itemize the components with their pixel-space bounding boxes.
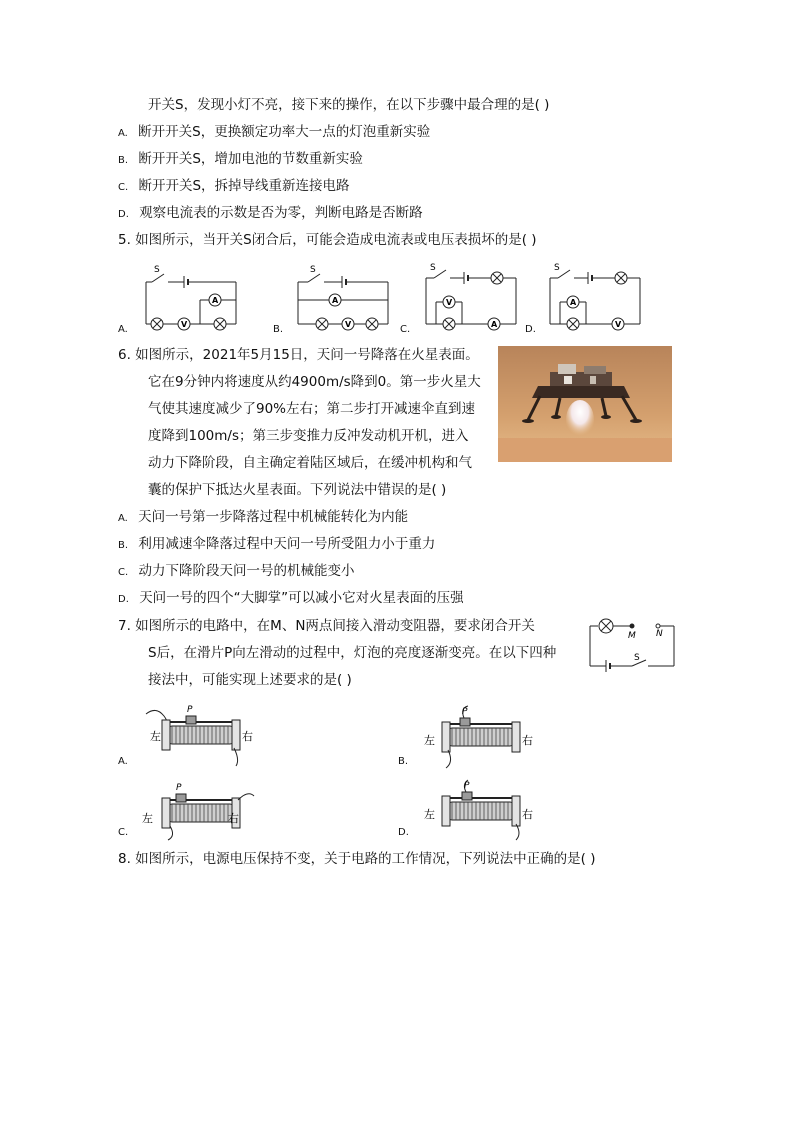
q7-line-2: S后，在滑片P向左滑动的过程中，灯泡的亮度逐渐变亮。在以下四种 [148, 645, 557, 661]
slider-label: P [176, 783, 182, 793]
q7-letter-d: D. [398, 827, 409, 838]
q6-line-6: 囊的保护下抵达火星表面。下列说法中错误的是( ) [148, 482, 447, 498]
q7-letter-a: A. [118, 756, 128, 767]
q5-circuit-a [118, 260, 244, 336]
option-text: 天问一号第一步降落过程中机械能转化为内能 [138, 509, 409, 525]
ammeter-label: A [491, 320, 498, 329]
option-letter: D. [118, 209, 129, 220]
option-text: 断开开关S，拆掉导线重新连接电路 [138, 178, 350, 194]
q4-option-c [118, 177, 350, 197]
q7-letter-b: B. [398, 756, 409, 767]
point-n-label: N [656, 629, 663, 639]
q4-option-b [118, 150, 363, 170]
q7-letter-c: C. [118, 827, 129, 838]
option-text: 利用减速伞降落过程中天问一号所受阻力小于重力 [138, 536, 436, 552]
q6-line-4: 度降到100m/s；第三步变推力反冲发动机开机，进入 [148, 428, 469, 444]
ammeter-label: A [212, 296, 219, 305]
left-label: 左 [424, 808, 435, 821]
voltmeter-label: V [181, 320, 188, 329]
q4-stem: 开关S，发现小灯不亮，接下来的操作，在以下步骤中最合理的是( ) [148, 97, 550, 113]
q8-stem: 8. 如图所示，电源电压保持不变，关于电路的工作情况，下列说法中正确的是( ) [118, 851, 596, 867]
slider-label: P [187, 705, 193, 715]
option-letter: C. [118, 182, 129, 193]
ammeter-label: A [570, 298, 577, 307]
option-letter: A. [118, 513, 128, 524]
q6-option-a [118, 508, 408, 528]
voltmeter-label: V [615, 320, 622, 329]
q5-letter-a: A. [118, 324, 128, 335]
switch-label: S [554, 263, 560, 273]
left-label: 左 [142, 812, 153, 825]
q6-line-1: 6. 如图所示，2021年5月15日，天问一号降落在火星表面。 [118, 347, 479, 363]
rheostat-b [420, 704, 540, 770]
option-text: 观察电流表的示数是否为零，判断电路是否断路 [139, 205, 423, 221]
voltmeter-label: V [446, 298, 453, 307]
q7-circuit [586, 614, 678, 672]
ammeter-label: A [332, 296, 339, 305]
point-m-label: M [628, 631, 636, 641]
option-text: 断开开关S，更换额定功率大一点的灯泡重新实验 [138, 124, 431, 140]
option-letter: D. [118, 594, 129, 605]
q7-line-1: 7. 如图所示的电路中，在M、N两点间接入滑动变阻器，要求闭合开关 [118, 618, 535, 634]
option-letter: B. [118, 540, 129, 551]
switch-label: S [310, 265, 316, 275]
slider-label: P [464, 781, 470, 791]
q5-stem: 5. 如图所示，当开关S闭合后，可能会造成电流表或电压表损坏的是( ) [118, 232, 537, 248]
left-label: 左 [150, 730, 161, 743]
q4-option-a [118, 123, 430, 143]
option-letter: A. [118, 128, 128, 139]
q4-option-d [118, 204, 423, 224]
q6-line-2: 它在9分钟内将速度从约4900m/s降到0。第一步火星大 [148, 374, 481, 390]
q6-option-c [118, 562, 354, 582]
q6-line-3: 气使其速度减少了90%左右；第二步打开减速伞直到速 [148, 401, 476, 417]
left-label: 左 [424, 734, 435, 747]
slider-label: P [462, 707, 468, 717]
q5-letter-c: C. [400, 324, 411, 335]
option-letter: C. [118, 567, 129, 578]
switch-label: S [634, 653, 640, 663]
q5-letter-d: D. [525, 324, 536, 335]
option-text: 断开开关S，增加电池的节数重新实验 [138, 151, 363, 167]
rheostat-d [420, 776, 540, 842]
mars-lander-photo [498, 346, 672, 462]
right-label: 右 [228, 812, 239, 825]
right-label: 右 [522, 808, 533, 821]
right-label: 右 [242, 730, 253, 743]
q5-circuit-d [522, 260, 648, 336]
option-text: 天问一号的四个“大脚掌”可以减小它对火星表面的压强 [139, 590, 464, 606]
switch-label: S [154, 265, 160, 275]
q7-line-3: 接法中，可能实现上述要求的是( ) [148, 672, 352, 688]
switch-label: S [430, 263, 436, 273]
q6-option-d [118, 589, 464, 609]
rheostat-c [140, 782, 260, 842]
voltmeter-label: V [345, 320, 352, 329]
right-label: 右 [522, 734, 533, 747]
q6-line-5: 动力下降阶段，自主确定着陆区域后，在缓冲机构和气 [148, 455, 472, 471]
q5-circuit-c [398, 260, 524, 336]
option-letter: B. [118, 155, 129, 166]
q6-option-b [118, 535, 435, 555]
q5-circuit-b [270, 260, 396, 336]
rheostat-a [140, 700, 260, 770]
option-text: 动力下降阶段天问一号的机械能变小 [138, 563, 355, 579]
q5-letter-b: B. [273, 324, 284, 335]
